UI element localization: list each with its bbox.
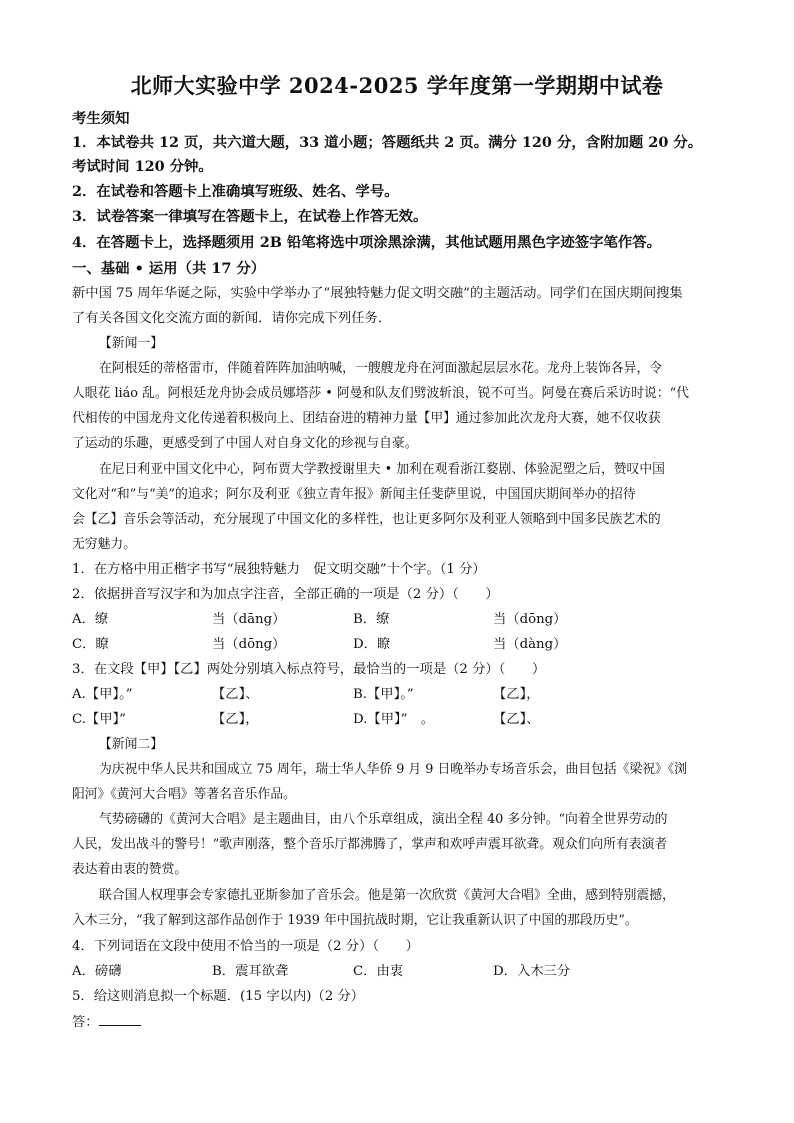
q3-option-a-label: A.【甲】。” xyxy=(72,687,133,702)
q3-option-c-value: 【乙】， xyxy=(212,712,259,727)
q2-option-b-label: B．缭 xyxy=(353,612,390,627)
news2-line: 为庆祝中华人民共和国成立 75 周年，瑞士华人华侨 9 月 9 日晚举办专场音乐会，曲目包括《梁祝》《浏 xyxy=(99,762,688,777)
answer-row xyxy=(72,1011,141,1030)
section-intro-line: 了有关各国文化交流方面的新闻．请你完成下列任务． xyxy=(72,311,392,326)
q2-option-a-value: 当（dāng） xyxy=(212,612,286,627)
question-4-stem: 4．下列词语在文段中使用不恰当的一项是（2 分）（ ） xyxy=(72,939,419,954)
notice-item-1-cont: 考试时间 120 分钟。 xyxy=(72,158,213,175)
answer-label: 答： xyxy=(72,1015,99,1030)
q2-option-a-label: A．缭 xyxy=(72,612,109,627)
news1-tag: 【新闻一】 xyxy=(99,336,163,351)
q4-option-d: D．入木三分 xyxy=(493,964,571,979)
q2-option-d-value: 当（dàng） xyxy=(493,637,567,652)
page-title: 北师大实验中学 2024-2025 学年度第一学期期中试卷 xyxy=(130,73,664,98)
q3-option-d-label: D.【甲】” 。 xyxy=(353,712,435,727)
news2-line: 气势磅礴的《黄河大合唱》是主题曲目，由八个乐章组成，演出全程 40 多分钟。“向着全世界劳动的 xyxy=(99,812,668,827)
section-heading: 一、基础 • 运用（共 17 分） xyxy=(72,260,266,277)
answer-blank[interactable] xyxy=(99,1013,141,1026)
news1-line: 代相传的中国龙舟文化传递着积极向上、团结奋进的精神力量【甲】通过参加此次龙舟大赛，她不仅收获 xyxy=(72,411,661,426)
news1-line: 会【乙】音乐会等活动，充分展现了中国文化的多样性，也让更多阿尔及利亚人领略到中国多民族艺术的 xyxy=(72,512,661,527)
news1-line: 在阿根廷的蒂格雷市，伴随着阵阵加油呐喊，一艘艘龙舟在河面激起层层水花。龙舟上装饰各异，令 xyxy=(99,361,663,376)
q3-option-b-label: B.【甲】。” xyxy=(353,687,414,702)
q3-option-d-value: 【乙】、 xyxy=(493,712,540,727)
notice-heading: 考生须知 xyxy=(72,110,130,127)
notice-item-1: 1．本试卷共 12 页，共六道大题，33 道小题；答题纸共 2 页。满分 120 分，含附加题 20 分。 xyxy=(72,134,703,151)
news1-line: 文化对“和”与“美”的追求；阿尔及利亚《独立青年报》新闻主任斐萨里说，中国国庆期间举办的招待 xyxy=(72,487,636,502)
notice-item-4: 4．在答题卡上，选择题须用 2B 铅笔将选中项涂黑涂满，其他试题用黑色字迹签字笔作答。 xyxy=(72,234,662,251)
q2-option-d-label: D．瞭 xyxy=(353,637,391,652)
question-2-stem: 2．依据拼音写汉字和为加点字注音，全部正确的一项是（2 分）（ ） xyxy=(72,587,499,602)
news1-line: 无穷魅力。 xyxy=(72,537,136,552)
q2-option-c-label: C．瞭 xyxy=(72,637,109,652)
news2-line: 表达着由衷的赞赏。 xyxy=(72,862,188,877)
q2-option-c-value: 当（dōng） xyxy=(212,637,286,652)
q4-option-c: C．由衷 xyxy=(353,964,404,979)
question-1: 1．在方格中用正楷字书写“展独特魅力 促文明交融”十个字。（1 分） xyxy=(72,562,486,577)
news1-line: 人眼花 liáo 乱。阿根廷龙舟协会成员娜塔莎 • 阿曼和队友们劈波斩浪，锐不可当。阿曼在赛后采访时说：“代 xyxy=(72,386,689,401)
news2-line: 联合国人权理事会专家德扎亚斯参加了音乐会。他是第一次欣赏《黄河大合唱》全曲，感到特别震撼， xyxy=(99,888,675,903)
news1-line: 在尼日利亚中国文化中心，阿布贾大学教授谢里夫 • 加利在观看浙江婺剧、体验泥塑之后，赞叹中国 xyxy=(99,462,665,477)
news1-line: 了运动的乐趣，更感受到了中国人对自身文化的珍视与自豪。 xyxy=(72,436,418,451)
q3-option-b-value: 【乙】， xyxy=(493,687,540,702)
q3-option-a-value: 【乙】、 xyxy=(212,687,259,702)
news2-line: 人民，发出战斗的警号！”歌声刚落，整个音乐厅都沸腾了，掌声和欢呼声震耳欲聋。观众们向所有表演者 xyxy=(72,837,668,852)
notice-item-2: 2．在试卷和答题卡上准确填写班级、姓名、学号。 xyxy=(72,183,399,200)
news2-line: 阳河》《黄河大合唱》等著名音乐作品。 xyxy=(72,787,296,802)
news2-tag: 【新闻二】 xyxy=(99,737,163,752)
section-intro-line: 新中国 75 周年华诞之际，实验中学举办了“展独特魅力促文明交融”的主题活动。同学们在国庆期间搜集 xyxy=(72,286,683,301)
q3-option-c-label: C.【甲】” xyxy=(72,712,126,727)
question-5: 5．给这则消息拟一个标题．(15 字以内)（2 分） xyxy=(72,989,365,1004)
q4-option-a: A．磅礴 xyxy=(72,964,122,979)
news2-line: 入木三分，“我了解到这部作品创作于 1939 年中国抗战时期，它让我重新认识了中国的那段历史”。 xyxy=(72,913,638,928)
q4-option-b: B．震耳欲聋 xyxy=(212,964,289,979)
q2-option-b-value: 当（dōng） xyxy=(493,612,567,627)
question-3-stem: 3．在文段【甲】【乙】两处分别填入标点符号，最恰当的一项是（2 分）（ ） xyxy=(72,662,546,677)
notice-item-3: 3．试卷答案一律填写在答题卡上，在试卷上作答无效。 xyxy=(72,208,428,225)
